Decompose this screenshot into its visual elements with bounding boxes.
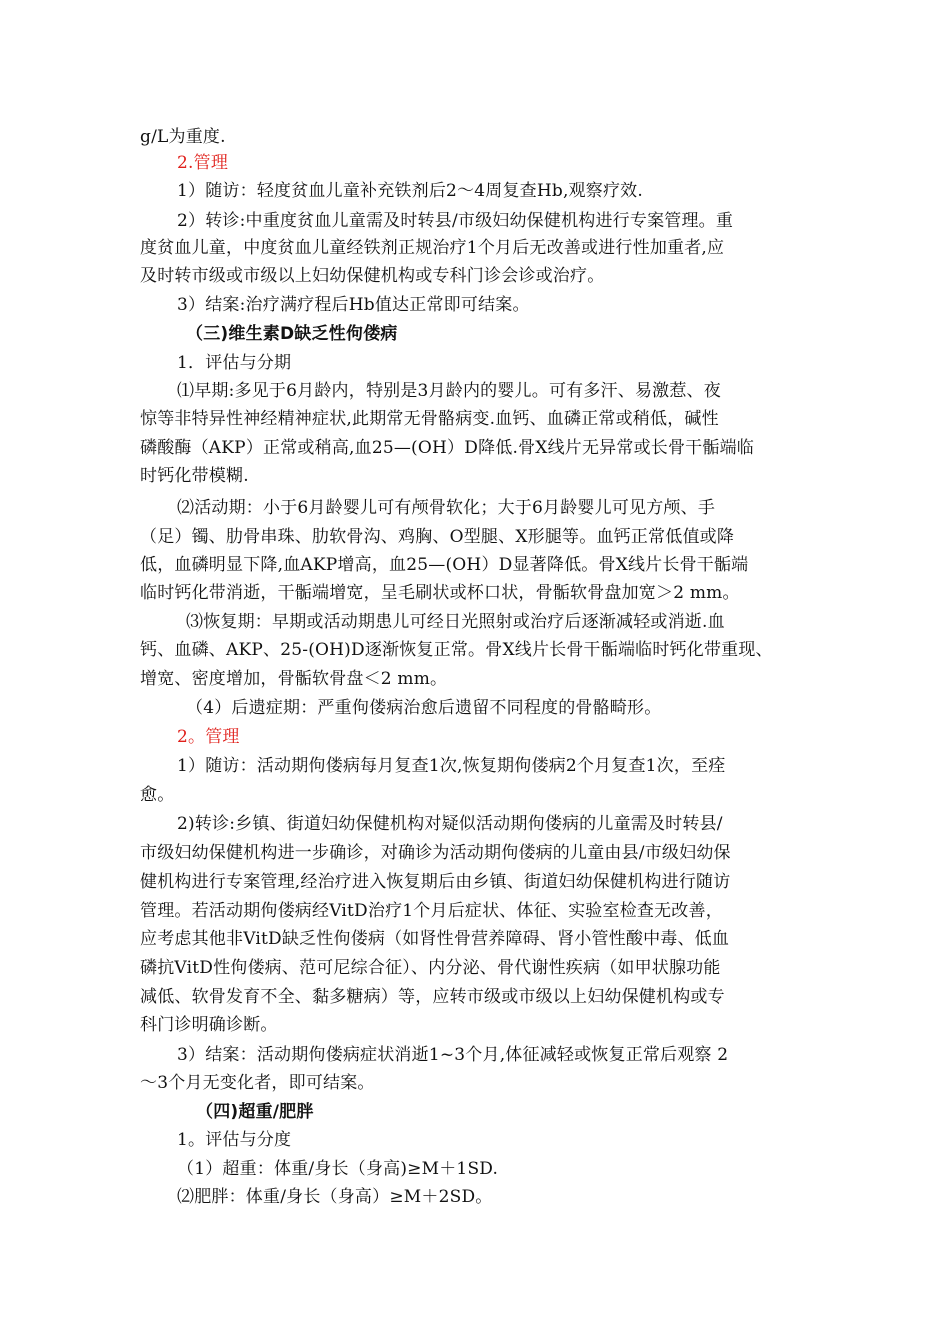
text-line: 3）结案:治疗满疗程后Hb值达正常即可结案。 [177, 295, 530, 315]
text-line: 2)转诊:乡镇、街道妇幼保健机构对疑似活动期佝偻病的儿童需及时转县/ [177, 814, 723, 834]
text-line: 愈。 [140, 785, 175, 805]
text-line: 及时转市级或市级以上妇幼保健机构或专科门诊会诊或治疗。 [140, 266, 605, 286]
text-line: 临时钙化带消逝，干骺端增宽，呈毛刷状或杯口状，骨骺软骨盘加宽＞2 mm。 [140, 583, 740, 603]
text-line: 增宽、密度增加，骨骺软骨盘＜2 mm。 [140, 669, 448, 689]
text-line: 钙、血磷、AKP、25-(OH)D逐渐恢复正常。骨X线片长骨干骺端临时钙化带重现、 [140, 640, 773, 660]
text-line: ⑴早期:多见于6月龄内，特别是3月龄内的婴儿。可有多汗、易激惹、夜 [177, 381, 721, 401]
text-line: 管理。若活动期佝偻病经VitD治疗1个月后症状、体征、实验室检查无改善， [140, 901, 723, 921]
text-line: 低，血磷明显下降,血AKP增高，血25—(OH）D显著降低。骨X线片长骨干骺端 [140, 555, 749, 575]
text-line: 3）结案：活动期佝偻病症状消逝1~3个月,体征减轻或恢复正常后观察 2 [177, 1045, 729, 1065]
text-line: 1）随访：轻度贫血儿童补充铁剂后2～4周复查Hb,观察疗效. [177, 181, 643, 201]
section-title: （三)维生素D缺乏性佝偻病 [186, 324, 398, 344]
text-line: 惊等非特异性神经精神症状,此期常无骨骼病变.血钙、血磷正常或稍低，碱性 [140, 409, 719, 429]
text-line: 1）随访：活动期佝偻病每月复查1次,恢复期佝偻病2个月复查1次，至痊 [177, 756, 726, 776]
text-line: 度贫血儿童，中度贫血儿童经铁剂正规治疗1个月后无改善或进行性加重者,应 [140, 238, 725, 258]
text-line: 2）转诊:中重度贫血儿童需及时转县/市级妇幼保健机构进行专案管理。重 [177, 211, 734, 231]
text-line: ⑵肥胖：体重/身长（身高）≥M＋2SD。 [177, 1187, 493, 1207]
text-line: 时钙化带模糊. [140, 466, 249, 486]
section-title: （四)超重/肥胖 [196, 1102, 314, 1122]
text-line: 市级妇幼保健机构进一步确诊，对确诊为活动期佝偻病的儿童由县/市级妇幼保 [140, 843, 731, 863]
text-line: 健机构进行专案管理,经治疗进入恢复期后由乡镇、街道妇幼保健机构进行随访 [140, 872, 731, 892]
section-heading: 2.管理 [177, 153, 229, 173]
text-line: （1）超重：体重/身长（身高)≥M＋1SD. [177, 1159, 499, 1179]
subsection-heading: 1。评估与分度 [177, 1130, 292, 1150]
text-line: ⑵活动期：小于6月龄婴儿可有颅骨软化；大于6月龄婴儿可见方颅、手 [177, 498, 716, 518]
text-line: （足）镯、肋骨串珠、肋软骨沟、鸡胸、O型腿、X形腿等。血钙正常低值或降 [140, 527, 735, 547]
text-line: g/L为重度. [140, 127, 226, 147]
section-heading: 2。管理 [177, 727, 240, 747]
text-line: 磷抗VitD性佝偻病、范可尼综合征）、内分泌、骨代谢性疾病（如甲状腺功能 [140, 958, 721, 978]
text-line: 应考虑其他非VitD缺乏性佝偻病（如肾性骨营养障碍、肾小管性酸中毒、低血 [140, 929, 730, 949]
text-line: ～3个月无变化者，即可结案。 [140, 1073, 375, 1093]
text-line: ⑶恢复期：早期或活动期患儿可经日光照射或治疗后逐渐减轻或消逝.血 [186, 612, 725, 632]
text-line: 磷酸酶（AKP）正常或稍高,血25—(OH）D降低.骨X线片无异常或长骨干骺端临 [140, 438, 754, 458]
text-line: （4）后遗症期：严重佝偻病治愈后遗留不同程度的骨骼畸形。 [186, 698, 662, 718]
text-line: 减低、软骨发育不全、黏多糖病）等，应转市级或市级以上妇幼保健机构或专 [140, 987, 725, 1007]
subsection-heading: 1．评估与分期 [177, 353, 292, 373]
text-line: 科门诊明确诊断。 [140, 1015, 278, 1035]
